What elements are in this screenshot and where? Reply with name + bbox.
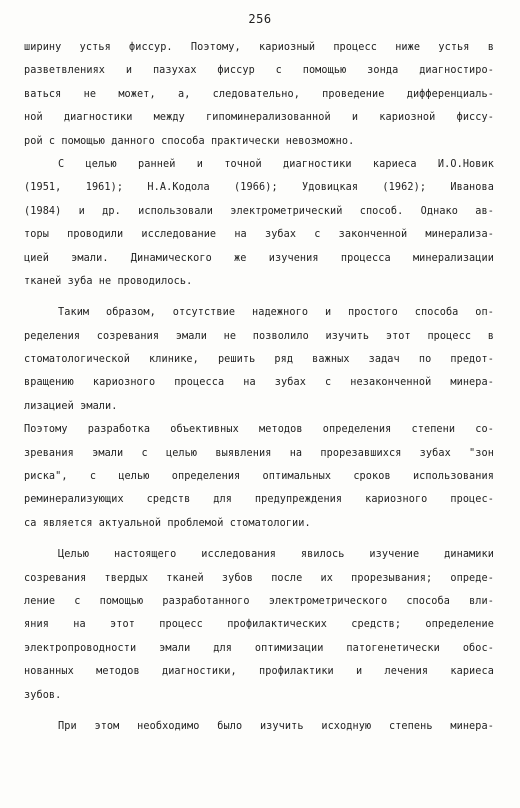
text-line: ной диагностики между гипоминерализованной и кариозной фиссу- <box>24 112 494 124</box>
text-line: электропроводности эмали для оптимизации патогенетически обос- <box>24 642 494 654</box>
text-line: реминерализующих средств для предупреждения кариозного процес- <box>24 494 494 506</box>
text-line: са является актуальной проблемой стоматологии. <box>24 517 311 529</box>
paragraph-2 <box>24 153 494 293</box>
text-line: ваться не может, а, следовательно, проведение дифференциаль- <box>24 88 494 100</box>
text-line: лизацией эмали. <box>24 400 118 412</box>
paragraph-6 <box>24 715 494 738</box>
paragraph-5 <box>24 543 494 707</box>
paragraph-3 <box>24 301 494 418</box>
text-line: разветвлениях и пазухах фиссур с помощью зонда диагностиро- <box>24 65 494 77</box>
paragraph-gap <box>24 707 494 715</box>
text-line: Поэтому разработка объективных методов определения степени со- <box>24 424 494 436</box>
text-line: яния на этот процесс профилактических средств; определение <box>24 619 494 631</box>
text-line: зубов. <box>24 689 62 701</box>
paragraph-1 <box>24 36 494 153</box>
text-line: нованных методов диагностики, профилактики и лечения кариеса <box>24 666 494 678</box>
text-line: (1984) и др. использовали электрометрический способ. Однако ав- <box>24 205 494 217</box>
paragraph-gap <box>24 535 494 543</box>
text-line: созревания твердых тканей зубов после их прорезывания; опреде- <box>24 572 494 584</box>
paragraph-gap <box>24 293 494 301</box>
text-line: торы проводили исследование на зубах с законченной минерализа- <box>24 229 494 241</box>
text-line: ление с помощью разработанного электрометрического способа вли- <box>24 595 494 607</box>
text-line: ределения созревания эмали не позволило изучить этот процесс в <box>24 330 494 342</box>
paragraph-4 <box>24 418 494 535</box>
text-line: тканей зуба не проводилось. <box>24 275 193 287</box>
text-line: (1951, 1961); Н.А.Кодола (1966); Удовицкая (1962); Иванова <box>24 182 494 194</box>
text-line: Целью настоящего исследования явилось изучение динамики <box>58 549 494 561</box>
text-line: зревания эмали с целью выявления на прорезавшихся зубах "зон <box>24 447 494 459</box>
text-line: С целью ранней и точной диагностики кариеса И.О.Новик <box>58 158 494 170</box>
text-line: вращению кариозного процесса на зубах с незаконченной минера- <box>24 377 494 389</box>
text-line: При этом необходимо было изучить исходную степень минера- <box>58 720 494 732</box>
text-line: стоматологической клинике, решить ряд важных задач по предот- <box>24 354 494 366</box>
text-line: Таким образом, отсутствие надежного и простого способа оп- <box>58 307 494 319</box>
text-line: ширину устья фиссур. Поэтому, кариозный процесс ниже устья в <box>24 42 494 53</box>
page-number: 256 <box>248 12 272 26</box>
document-body <box>24 36 494 738</box>
text-line: цией эмали. Динамического же изучения процесса минерализации <box>24 252 494 264</box>
text-line: рой с помощью данного способа практически невозможно. <box>24 135 355 147</box>
text-line: риска", с целью определения оптимальных сроков использования <box>24 471 494 483</box>
